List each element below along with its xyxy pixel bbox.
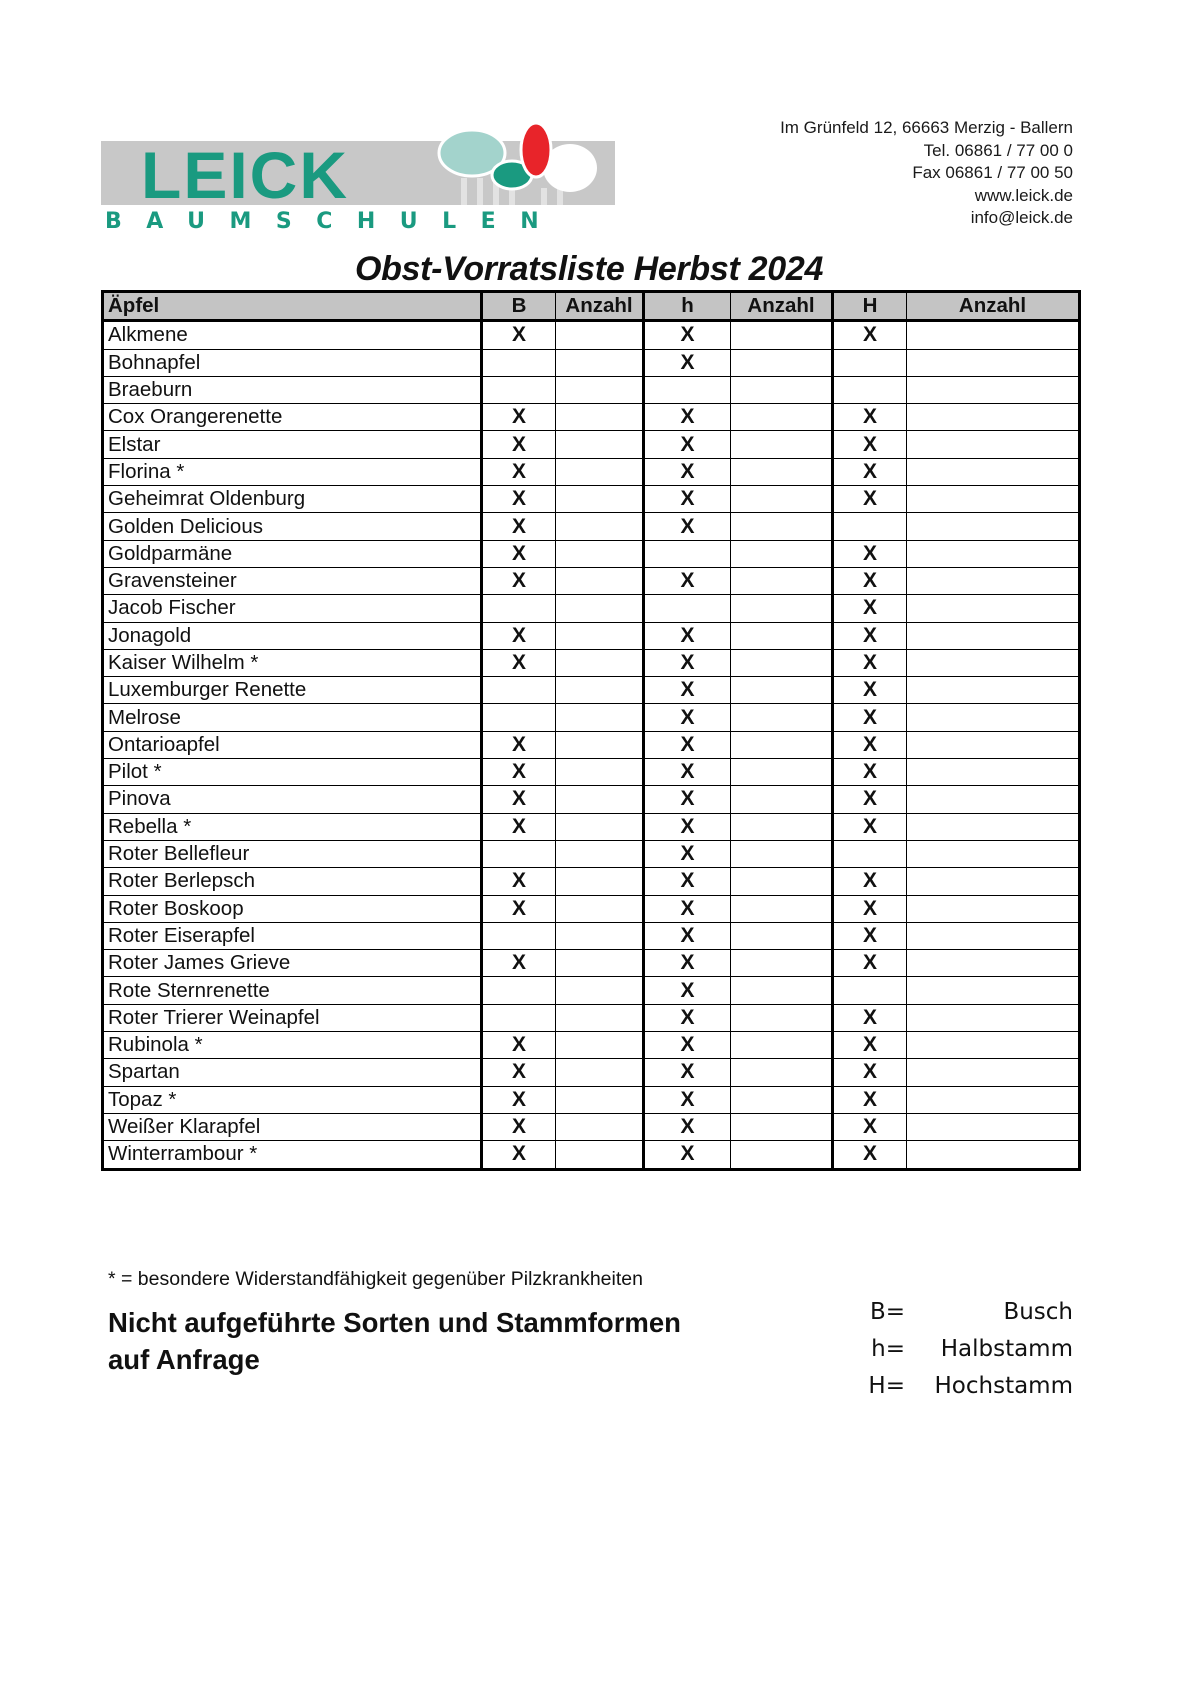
variety-name: Florina * xyxy=(103,458,482,485)
table-row xyxy=(103,759,1080,786)
busch-quantity-cell[interactable] xyxy=(556,704,644,731)
hochstamm-mark: X xyxy=(833,786,907,813)
page-title xyxy=(0,250,1200,289)
halbstamm-quantity-cell[interactable] xyxy=(731,622,833,649)
busch-quantity-cell[interactable] xyxy=(556,1113,644,1140)
contact-website[interactable]: www.leick.de xyxy=(974,185,1073,205)
busch-mark: X xyxy=(482,513,556,540)
table-row xyxy=(103,540,1080,567)
halbstamm-mark: X xyxy=(644,321,731,349)
variety-name: Roter Trierer Weinapfel xyxy=(103,1004,482,1031)
halbstamm-quantity-cell[interactable] xyxy=(731,458,833,485)
busch-quantity-cell[interactable] xyxy=(556,1032,644,1059)
table-row xyxy=(103,895,1080,922)
hochstamm-mark: X xyxy=(833,813,907,840)
hochstamm-mark: X xyxy=(833,1141,907,1169)
hochstamm-mark xyxy=(833,840,907,867)
table-row xyxy=(103,513,1080,540)
variety-name: Rubinola * xyxy=(103,1032,482,1059)
variety-name: Roter Boskoop xyxy=(103,895,482,922)
halbstamm-quantity-cell[interactable] xyxy=(731,513,833,540)
halbstamm-mark: X xyxy=(644,458,731,485)
busch-mark: X xyxy=(482,813,556,840)
busch-quantity-cell[interactable] xyxy=(556,950,644,977)
halbstamm-mark: X xyxy=(644,813,731,840)
halbstamm-mark: X xyxy=(644,404,731,431)
variety-name: Luxemburger Renette xyxy=(103,677,482,704)
halbstamm-mark xyxy=(644,376,731,403)
notice-line-1: Nicht aufgeführte Sorten und Stammformen xyxy=(108,1307,681,1338)
variety-name: Topaz * xyxy=(103,1086,482,1113)
busch-mark: X xyxy=(482,1141,556,1169)
busch-quantity-cell[interactable] xyxy=(556,404,644,431)
busch-quantity-cell[interactable] xyxy=(556,649,644,676)
legend-value: Halbstamm xyxy=(940,1336,1073,1362)
busch-quantity-cell[interactable] xyxy=(556,458,644,485)
table-row xyxy=(103,376,1080,403)
hochstamm-mark: X xyxy=(833,1086,907,1113)
halbstamm-quantity-cell[interactable] xyxy=(731,731,833,758)
halbstamm-mark: X xyxy=(644,1086,731,1113)
table-row xyxy=(103,868,1080,895)
halbstamm-quantity-cell[interactable] xyxy=(731,404,833,431)
hochstamm-mark: X xyxy=(833,895,907,922)
hochstamm-mark: X xyxy=(833,1032,907,1059)
table-row xyxy=(103,1141,1080,1169)
hochstamm-quantity-cell[interactable] xyxy=(907,1004,1080,1031)
hochstamm-quantity-cell[interactable] xyxy=(907,1032,1080,1059)
halbstamm-quantity-cell[interactable] xyxy=(731,486,833,513)
busch-quantity-cell[interactable] xyxy=(556,813,644,840)
variety-name: Alkmene xyxy=(103,321,482,349)
halbstamm-quantity-cell[interactable] xyxy=(731,431,833,458)
busch-quantity-cell[interactable] xyxy=(556,567,644,594)
legend xyxy=(860,1294,1073,1405)
contact-fax: Fax 06861 / 77 00 50 xyxy=(912,163,1073,182)
table-row xyxy=(103,922,1080,949)
hochstamm-quantity-cell[interactable] xyxy=(907,677,1080,704)
legend-key: h= xyxy=(871,1336,905,1362)
halbstamm-mark: X xyxy=(644,486,731,513)
table-row xyxy=(103,321,1080,349)
hochstamm-mark: X xyxy=(833,677,907,704)
hochstamm-quantity-cell[interactable] xyxy=(907,840,1080,867)
busch-mark: X xyxy=(482,950,556,977)
legend-row xyxy=(860,1368,1073,1405)
hochstamm-mark: X xyxy=(833,1059,907,1086)
halbstamm-quantity-cell[interactable] xyxy=(731,813,833,840)
busch-quantity-cell[interactable] xyxy=(556,868,644,895)
busch-quantity-cell[interactable] xyxy=(556,677,644,704)
halbstamm-quantity-cell[interactable] xyxy=(731,349,833,376)
hochstamm-mark: X xyxy=(833,321,907,349)
hochstamm-quantity-cell[interactable] xyxy=(907,1059,1080,1086)
busch-mark: X xyxy=(482,786,556,813)
halbstamm-quantity-cell[interactable] xyxy=(731,595,833,622)
variety-name: Cox Orangerenette xyxy=(103,404,482,431)
table-row xyxy=(103,813,1080,840)
busch-mark xyxy=(482,840,556,867)
busch-quantity-cell[interactable] xyxy=(556,595,644,622)
hochstamm-mark: X xyxy=(833,622,907,649)
hochstamm-mark xyxy=(833,376,907,403)
hochstamm-quantity-cell[interactable] xyxy=(907,567,1080,594)
hochstamm-quantity-cell[interactable] xyxy=(907,486,1080,513)
hochstamm-quantity-cell[interactable] xyxy=(907,704,1080,731)
footnote: * = besondere Widerstandfähigkeit gegenüber Pilzkrankheiten xyxy=(108,1268,643,1290)
contact-phone: Tel. 06861 / 77 00 0 xyxy=(923,140,1073,160)
hochstamm-mark: X xyxy=(833,649,907,676)
variety-name: Winterrambour * xyxy=(103,1141,482,1169)
halbstamm-quantity-cell[interactable] xyxy=(731,786,833,813)
hochstamm-quantity-cell[interactable] xyxy=(907,1141,1080,1169)
halbstamm-quantity-cell[interactable] xyxy=(731,1032,833,1059)
table-row xyxy=(103,1032,1080,1059)
busch-mark xyxy=(482,704,556,731)
logo-graphic xyxy=(101,118,621,236)
variety-name: Braeburn xyxy=(103,376,482,403)
header-anzahl-busch: Anzahl xyxy=(556,292,644,321)
legend-key: B= xyxy=(869,1299,905,1325)
busch-mark: X xyxy=(482,1032,556,1059)
stock-table xyxy=(101,290,1081,1171)
variety-name: Melrose xyxy=(103,704,482,731)
hochstamm-quantity-cell[interactable] xyxy=(907,950,1080,977)
hochstamm-quantity-cell[interactable] xyxy=(907,513,1080,540)
variety-name: Ontarioapfel xyxy=(103,731,482,758)
variety-name: Roter Eiserapfel xyxy=(103,922,482,949)
busch-mark: X xyxy=(482,431,556,458)
variety-name: Pinova xyxy=(103,786,482,813)
busch-quantity-cell[interactable] xyxy=(556,977,644,1004)
table-header-row xyxy=(103,292,1080,321)
legend-value: Hochstamm xyxy=(934,1373,1073,1399)
hochstamm-quantity-cell[interactable] xyxy=(907,458,1080,485)
hochstamm-quantity-cell[interactable] xyxy=(907,404,1080,431)
page-title-text: Obst-Vorratsliste Herbst 2024 xyxy=(354,250,824,288)
busch-mark: X xyxy=(482,321,556,349)
hochstamm-quantity-cell[interactable] xyxy=(907,595,1080,622)
hochstamm-quantity-cell[interactable] xyxy=(907,540,1080,567)
header-anzahl-halbstamm: Anzahl xyxy=(731,292,833,321)
table-row xyxy=(103,486,1080,513)
table-row xyxy=(103,622,1080,649)
table-row xyxy=(103,1086,1080,1113)
hochstamm-quantity-cell[interactable] xyxy=(907,349,1080,376)
hochstamm-quantity-cell[interactable] xyxy=(907,1113,1080,1140)
halbstamm-mark: X xyxy=(644,1141,731,1169)
busch-quantity-cell[interactable] xyxy=(556,540,644,567)
table-row xyxy=(103,677,1080,704)
hochstamm-quantity-cell[interactable] xyxy=(907,922,1080,949)
halbstamm-mark: X xyxy=(644,868,731,895)
hochstamm-mark: X xyxy=(833,595,907,622)
legend-row xyxy=(860,1331,1073,1368)
legend-row xyxy=(860,1294,1073,1331)
hochstamm-quantity-cell[interactable] xyxy=(907,731,1080,758)
halbstamm-quantity-cell[interactable] xyxy=(731,1059,833,1086)
halbstamm-mark: X xyxy=(644,1113,731,1140)
hochstamm-quantity-cell[interactable] xyxy=(907,622,1080,649)
halbstamm-quantity-cell[interactable] xyxy=(731,868,833,895)
table-row xyxy=(103,567,1080,594)
legend-key: H= xyxy=(868,1373,905,1399)
busch-quantity-cell[interactable] xyxy=(556,513,644,540)
busch-quantity-cell[interactable] xyxy=(556,1141,644,1169)
header-anzahl-hochstamm: Anzahl xyxy=(907,292,1080,321)
halbstamm-mark xyxy=(644,540,731,567)
busch-quantity-cell[interactable] xyxy=(556,922,644,949)
hochstamm-mark: X xyxy=(833,731,907,758)
busch-mark: X xyxy=(482,1059,556,1086)
table-row xyxy=(103,977,1080,1004)
variety-name: Roter Berlepsch xyxy=(103,868,482,895)
variety-name: Jacob Fischer xyxy=(103,595,482,622)
busch-quantity-cell[interactable] xyxy=(556,376,644,403)
busch-mark: X xyxy=(482,458,556,485)
logo-brand: LEICK xyxy=(141,138,349,212)
hochstamm-quantity-cell[interactable] xyxy=(907,977,1080,1004)
hochstamm-mark xyxy=(833,349,907,376)
busch-mark: X xyxy=(482,1086,556,1113)
variety-name: Gravensteiner xyxy=(103,567,482,594)
busch-quantity-cell[interactable] xyxy=(556,486,644,513)
halbstamm-mark: X xyxy=(644,349,731,376)
halbstamm-quantity-cell[interactable] xyxy=(731,922,833,949)
table-row xyxy=(103,349,1080,376)
variety-name: Golden Delicious xyxy=(103,513,482,540)
variety-name: Roter James Grieve xyxy=(103,950,482,977)
variety-name: Kaiser Wilhelm * xyxy=(103,649,482,676)
variety-name: Weißer Klarapfel xyxy=(103,1113,482,1140)
table-body xyxy=(103,321,1080,1169)
notice-line-2: auf Anfrage xyxy=(108,1344,260,1375)
halbstamm-quantity-cell[interactable] xyxy=(731,1113,833,1140)
busch-quantity-cell[interactable] xyxy=(556,1086,644,1113)
halbstamm-quantity-cell[interactable] xyxy=(731,677,833,704)
busch-mark: X xyxy=(482,895,556,922)
table-row xyxy=(103,431,1080,458)
busch-mark: X xyxy=(482,540,556,567)
table-row xyxy=(103,950,1080,977)
busch-quantity-cell[interactable] xyxy=(556,759,644,786)
table-row xyxy=(103,404,1080,431)
hochstamm-quantity-cell[interactable] xyxy=(907,759,1080,786)
variety-name: Goldparmäne xyxy=(103,540,482,567)
busch-mark: X xyxy=(482,731,556,758)
hochstamm-mark: X xyxy=(833,567,907,594)
hochstamm-mark: X xyxy=(833,950,907,977)
company-logo xyxy=(101,118,621,236)
halbstamm-quantity-cell[interactable] xyxy=(731,840,833,867)
table-row xyxy=(103,649,1080,676)
table-row xyxy=(103,1113,1080,1140)
hochstamm-quantity-cell[interactable] xyxy=(907,786,1080,813)
variety-name: Pilot * xyxy=(103,759,482,786)
hochstamm-mark: X xyxy=(833,431,907,458)
busch-mark xyxy=(482,1004,556,1031)
table-row xyxy=(103,840,1080,867)
halbstamm-mark: X xyxy=(644,1059,731,1086)
hochstamm-quantity-cell[interactable] xyxy=(907,1086,1080,1113)
hochstamm-quantity-cell[interactable] xyxy=(907,376,1080,403)
busch-quantity-cell[interactable] xyxy=(556,622,644,649)
halbstamm-mark: X xyxy=(644,649,731,676)
halbstamm-quantity-cell[interactable] xyxy=(731,704,833,731)
halbstamm-quantity-cell[interactable] xyxy=(731,1086,833,1113)
busch-quantity-cell[interactable] xyxy=(556,840,644,867)
contact-block xyxy=(780,117,1073,230)
hochstamm-mark: X xyxy=(833,704,907,731)
busch-mark xyxy=(482,677,556,704)
halbstamm-quantity-cell[interactable] xyxy=(731,376,833,403)
hochstamm-mark: X xyxy=(833,868,907,895)
hochstamm-mark: X xyxy=(833,1004,907,1031)
busch-quantity-cell[interactable] xyxy=(556,1004,644,1031)
halbstamm-mark: X xyxy=(644,786,731,813)
hochstamm-quantity-cell[interactable] xyxy=(907,813,1080,840)
busch-mark: X xyxy=(482,486,556,513)
busch-mark: X xyxy=(482,649,556,676)
busch-mark: X xyxy=(482,759,556,786)
hochstamm-mark xyxy=(833,513,907,540)
busch-mark: X xyxy=(482,622,556,649)
halbstamm-mark: X xyxy=(644,731,731,758)
hochstamm-quantity-cell[interactable] xyxy=(907,868,1080,895)
variety-name: Rote Sternrenette xyxy=(103,977,482,1004)
halbstamm-mark: X xyxy=(644,759,731,786)
hochstamm-quantity-cell[interactable] xyxy=(907,895,1080,922)
variety-name: Spartan xyxy=(103,1059,482,1086)
hochstamm-quantity-cell[interactable] xyxy=(907,649,1080,676)
busch-mark xyxy=(482,349,556,376)
contact-email[interactable]: info@leick.de xyxy=(970,208,1073,227)
halbstamm-quantity-cell[interactable] xyxy=(731,567,833,594)
legend-value: Busch xyxy=(1003,1299,1073,1325)
busch-mark xyxy=(482,922,556,949)
halbstamm-quantity-cell[interactable] xyxy=(731,540,833,567)
hochstamm-mark: X xyxy=(833,540,907,567)
halbstamm-mark: X xyxy=(644,567,731,594)
hochstamm-mark: X xyxy=(833,922,907,949)
hochstamm-quantity-cell[interactable] xyxy=(907,431,1080,458)
halbstamm-mark xyxy=(644,595,731,622)
table-row xyxy=(103,786,1080,813)
busch-quantity-cell[interactable] xyxy=(556,895,644,922)
busch-mark xyxy=(482,376,556,403)
variety-name: Bohnapfel xyxy=(103,349,482,376)
busch-mark: X xyxy=(482,404,556,431)
hochstamm-mark: X xyxy=(833,759,907,786)
busch-quantity-cell[interactable] xyxy=(556,786,644,813)
halbstamm-mark: X xyxy=(644,677,731,704)
variety-name: Roter Bellefleur xyxy=(103,840,482,867)
hochstamm-mark: X xyxy=(833,486,907,513)
busch-mark: X xyxy=(482,1113,556,1140)
busch-mark xyxy=(482,977,556,1004)
logo-red-tree xyxy=(521,123,551,177)
halbstamm-mark: X xyxy=(644,1004,731,1031)
header-halbstamm: h xyxy=(644,292,731,321)
halbstamm-quantity-cell[interactable] xyxy=(731,977,833,1004)
busch-quantity-cell[interactable] xyxy=(556,731,644,758)
busch-quantity-cell[interactable] xyxy=(556,349,644,376)
halbstamm-quantity-cell[interactable] xyxy=(731,950,833,977)
variety-name: Rebella * xyxy=(103,813,482,840)
table-row xyxy=(103,704,1080,731)
halbstamm-mark: X xyxy=(644,704,731,731)
halbstamm-quantity-cell[interactable] xyxy=(731,895,833,922)
halbstamm-mark: X xyxy=(644,513,731,540)
variety-name: Elstar xyxy=(103,431,482,458)
table-row xyxy=(103,458,1080,485)
busch-mark: X xyxy=(482,567,556,594)
contact-address: Im Grünfeld 12, 66663 Merzig - Ballern xyxy=(780,118,1073,137)
table-row xyxy=(103,1004,1080,1031)
halbstamm-mark: X xyxy=(644,950,731,977)
variety-name: Jonagold xyxy=(103,622,482,649)
halbstamm-mark: X xyxy=(644,922,731,949)
header-hochstamm: H xyxy=(833,292,907,321)
halbstamm-mark: X xyxy=(644,622,731,649)
halbstamm-mark: X xyxy=(644,840,731,867)
table-row xyxy=(103,1059,1080,1086)
halbstamm-quantity-cell[interactable] xyxy=(731,1004,833,1031)
hochstamm-quantity-cell[interactable] xyxy=(907,321,1080,349)
header-variety: Äpfel xyxy=(103,292,482,321)
halbstamm-quantity-cell[interactable] xyxy=(731,1141,833,1169)
halbstamm-quantity-cell[interactable] xyxy=(731,649,833,676)
halbstamm-mark: X xyxy=(644,431,731,458)
busch-quantity-cell[interactable] xyxy=(556,431,644,458)
hochstamm-mark: X xyxy=(833,458,907,485)
halbstamm-mark: X xyxy=(644,895,731,922)
notice xyxy=(108,1304,681,1378)
busch-quantity-cell[interactable] xyxy=(556,321,644,349)
logo-subtitle: BAUMSCHULEN xyxy=(105,209,564,234)
variety-name: Geheimrat Oldenburg xyxy=(103,486,482,513)
hochstamm-mark xyxy=(833,977,907,1004)
halbstamm-mark: X xyxy=(644,1032,731,1059)
halbstamm-mark: X xyxy=(644,977,731,1004)
hochstamm-mark: X xyxy=(833,404,907,431)
busch-mark: X xyxy=(482,868,556,895)
header-busch: B xyxy=(482,292,556,321)
table-row xyxy=(103,595,1080,622)
busch-mark xyxy=(482,595,556,622)
halbstamm-quantity-cell[interactable] xyxy=(731,759,833,786)
table-row xyxy=(103,731,1080,758)
busch-quantity-cell[interactable] xyxy=(556,1059,644,1086)
halbstamm-quantity-cell[interactable] xyxy=(731,321,833,349)
hochstamm-mark: X xyxy=(833,1113,907,1140)
